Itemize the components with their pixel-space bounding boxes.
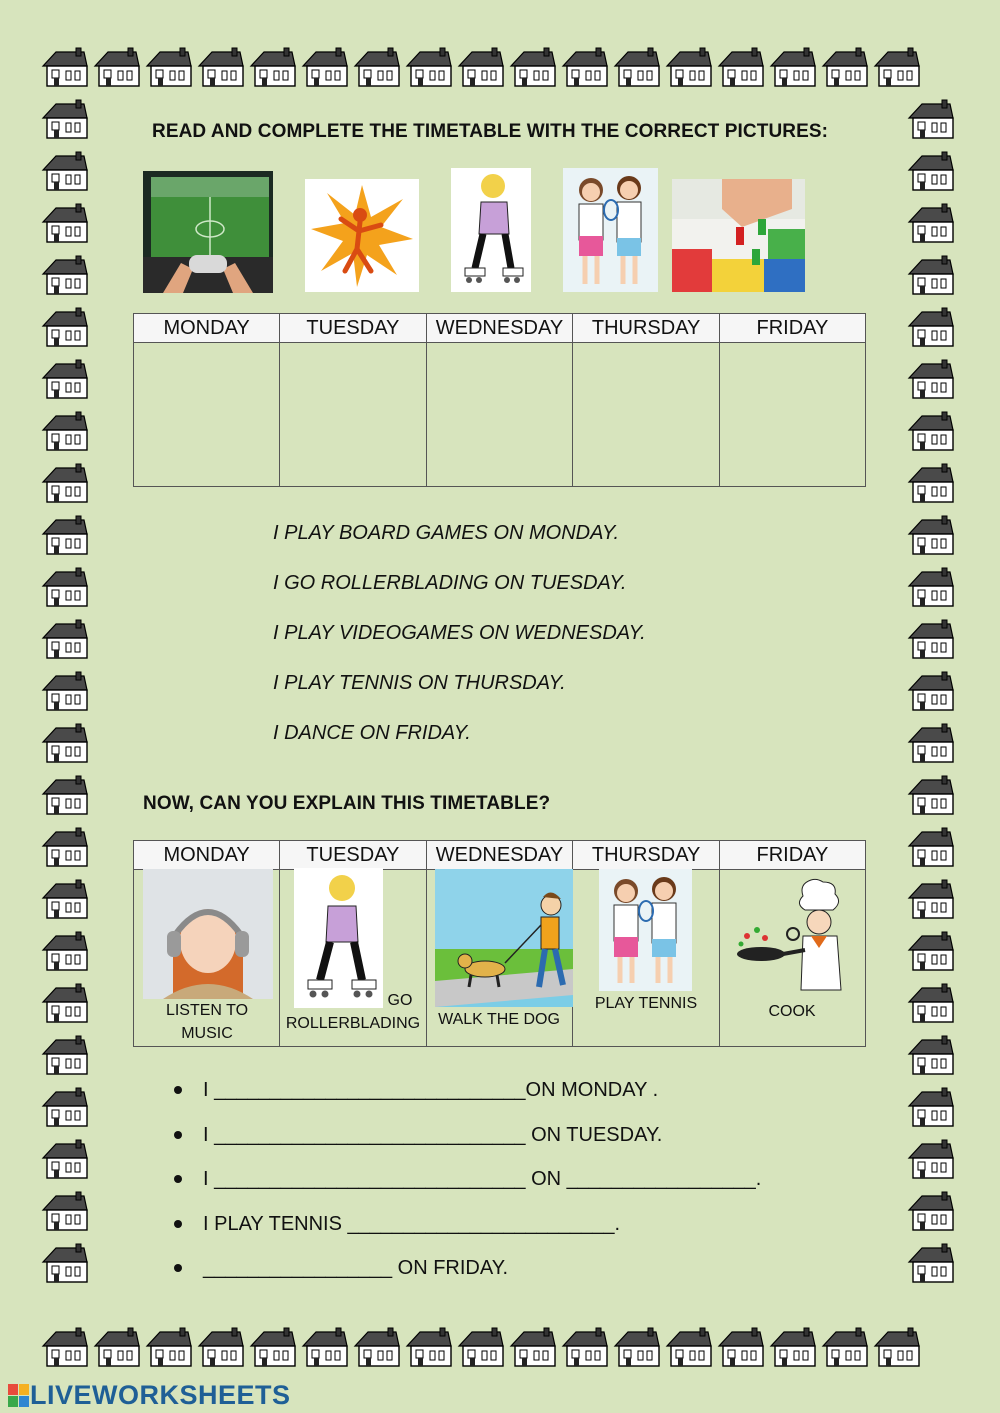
house-icon <box>40 566 92 618</box>
house-icon <box>40 150 92 202</box>
house-icon <box>40 878 92 930</box>
timetable-to-complete <box>133 313 866 487</box>
day-header-friday: FRIDAY <box>719 841 865 870</box>
house-icon <box>40 1190 92 1242</box>
house-icon <box>300 46 352 98</box>
house-icon <box>248 1326 300 1378</box>
house-border-top <box>40 46 924 98</box>
house-icon <box>40 1242 92 1294</box>
house-icon <box>612 46 664 98</box>
day-header-thursday: THURSDAY <box>573 314 720 343</box>
caption-rollerblading-line2: ROLLERBLADING <box>285 1015 421 1032</box>
house-icon <box>664 46 716 98</box>
exercise-1-title: READ AND COMPLETE THE TIMETABLE WITH THE CORRECT PICTURES: <box>152 121 829 142</box>
house-icon <box>508 1326 560 1378</box>
drop-cell-wednesday[interactable] <box>426 343 573 487</box>
dance-picture[interactable] <box>305 179 419 292</box>
videogames-picture[interactable] <box>143 171 273 293</box>
house-icon <box>906 982 958 1034</box>
house-icon <box>906 1086 958 1138</box>
house-icon <box>40 358 92 410</box>
house-icon <box>716 1326 768 1378</box>
house-icon <box>906 878 958 930</box>
drop-cell-monday[interactable] <box>134 343 280 487</box>
house-icon <box>40 202 92 254</box>
house-border-right <box>906 98 958 1294</box>
drop-cell-tuesday[interactable] <box>280 343 426 487</box>
house-icon <box>906 254 958 306</box>
house-icon <box>40 254 92 306</box>
house-icon <box>906 826 958 878</box>
house-icon <box>196 46 248 98</box>
house-icon <box>196 1326 248 1378</box>
caption-rollerblading-line1: GO <box>387 992 413 1009</box>
listen-to-music-picture <box>143 869 273 999</box>
blank-sentence[interactable]: I PLAY TENNIS ________________________. <box>172 1210 761 1255</box>
day-header-wednesday: WEDNESDAY <box>426 314 573 343</box>
house-icon <box>40 930 92 982</box>
house-icon <box>768 1326 820 1378</box>
brand-name: LIVEWORKSHEETS <box>30 1380 291 1410</box>
blank-sentence[interactable]: I ____________________________ON MONDAY . <box>172 1076 761 1121</box>
house-icon <box>906 774 958 826</box>
house-icon <box>906 1034 958 1086</box>
house-icon <box>404 46 456 98</box>
house-icon <box>40 826 92 878</box>
house-icon <box>92 1326 144 1378</box>
house-icon <box>612 1326 664 1378</box>
house-icon <box>144 46 196 98</box>
blank-sentence[interactable]: I ____________________________ ON _________________. <box>172 1165 761 1210</box>
house-icon <box>906 150 958 202</box>
rollerblading-picture <box>294 868 383 1008</box>
house-icon <box>906 1190 958 1242</box>
drop-cell-thursday[interactable] <box>573 343 720 487</box>
house-icon <box>768 46 820 98</box>
day-header-thursday: THURSDAY <box>573 841 720 870</box>
blank-sentence[interactable]: I ____________________________ ON TUESDAY. <box>172 1121 761 1166</box>
house-icon <box>40 1086 92 1138</box>
house-icon <box>906 202 958 254</box>
house-icon <box>456 1326 508 1378</box>
house-icon <box>820 1326 872 1378</box>
exercise-2-title: NOW, CAN YOU EXPLAIN THIS TIMETABLE? <box>143 793 551 814</box>
house-icon <box>906 722 958 774</box>
blank-sentence[interactable]: _________________ ON FRIDAY. <box>172 1254 761 1299</box>
house-icon <box>404 1326 456 1378</box>
house-icon <box>40 1326 92 1378</box>
house-icon <box>872 1326 924 1378</box>
house-icon <box>144 1326 196 1378</box>
reading-sentences <box>273 520 646 770</box>
house-icon <box>40 410 92 462</box>
rollerblading-picture[interactable] <box>451 168 531 292</box>
house-icon <box>352 1326 404 1378</box>
house-icon <box>508 46 560 98</box>
day-header-tuesday: TUESDAY <box>280 841 426 870</box>
house-icon <box>906 566 958 618</box>
sentence: I DANCE ON FRIDAY. <box>273 722 471 744</box>
walk-the-dog-picture <box>435 869 573 1007</box>
house-icon <box>456 46 508 98</box>
house-border-bottom <box>40 1326 924 1378</box>
sentence: I PLAY TENNIS ON THURSDAY. <box>273 672 566 694</box>
house-icon <box>906 1242 958 1294</box>
house-icon <box>40 982 92 1034</box>
house-icon <box>40 514 92 566</box>
house-icon <box>906 98 958 150</box>
house-icon <box>92 46 144 98</box>
caption-listen-line2: MUSIC <box>181 1025 233 1042</box>
sentence: I GO ROLLERBLADING ON TUESDAY. <box>273 572 627 594</box>
house-icon <box>906 670 958 722</box>
day-header-friday: FRIDAY <box>719 314 865 343</box>
house-icon <box>40 722 92 774</box>
house-icon <box>40 670 92 722</box>
house-icon <box>906 358 958 410</box>
house-icon <box>40 1138 92 1190</box>
house-icon <box>40 1034 92 1086</box>
house-icon <box>560 46 612 98</box>
house-icon <box>664 1326 716 1378</box>
house-icon <box>40 46 92 98</box>
house-icon <box>906 306 958 358</box>
house-icon <box>352 46 404 98</box>
fill-in-the-blanks <box>172 1076 761 1299</box>
house-border-left <box>40 98 92 1294</box>
house-icon <box>906 930 958 982</box>
house-icon <box>300 1326 352 1378</box>
house-icon <box>906 410 958 462</box>
house-icon <box>906 462 958 514</box>
day-header-tuesday: TUESDAY <box>280 314 426 343</box>
sentence: I PLAY VIDEOGAMES ON WEDNESDAY. <box>273 622 646 644</box>
caption-walk-the-dog: WALK THE DOG <box>438 1011 560 1028</box>
house-icon <box>906 1138 958 1190</box>
caption-cook: COOK <box>768 1003 816 1020</box>
house-icon <box>40 98 92 150</box>
house-icon <box>40 462 92 514</box>
house-icon <box>40 774 92 826</box>
day-header-monday: MONDAY <box>134 314 280 343</box>
house-icon <box>716 46 768 98</box>
house-icon <box>820 46 872 98</box>
sentence: I PLAY BOARD GAMES ON MONDAY. <box>273 522 620 544</box>
day-header-monday: MONDAY <box>134 841 280 870</box>
house-icon <box>906 618 958 670</box>
house-icon <box>40 618 92 670</box>
tennis-picture <box>599 869 692 991</box>
caption-listen-line1: LISTEN TO <box>165 1002 249 1019</box>
house-icon <box>248 46 300 98</box>
tennis-picture[interactable] <box>563 168 658 292</box>
caption-play-tennis: PLAY TENNIS <box>594 995 698 1012</box>
liveworksheets-logo-icon <box>8 1384 30 1408</box>
house-icon <box>872 46 924 98</box>
house-icon <box>560 1326 612 1378</box>
board-games-picture[interactable] <box>672 179 805 292</box>
day-header-wednesday: WEDNESDAY <box>426 841 573 870</box>
cook-picture <box>733 878 846 994</box>
house-icon <box>40 306 92 358</box>
liveworksheets-logo <box>8 1380 291 1411</box>
house-icon <box>906 514 958 566</box>
drop-cell-friday[interactable] <box>719 343 865 487</box>
